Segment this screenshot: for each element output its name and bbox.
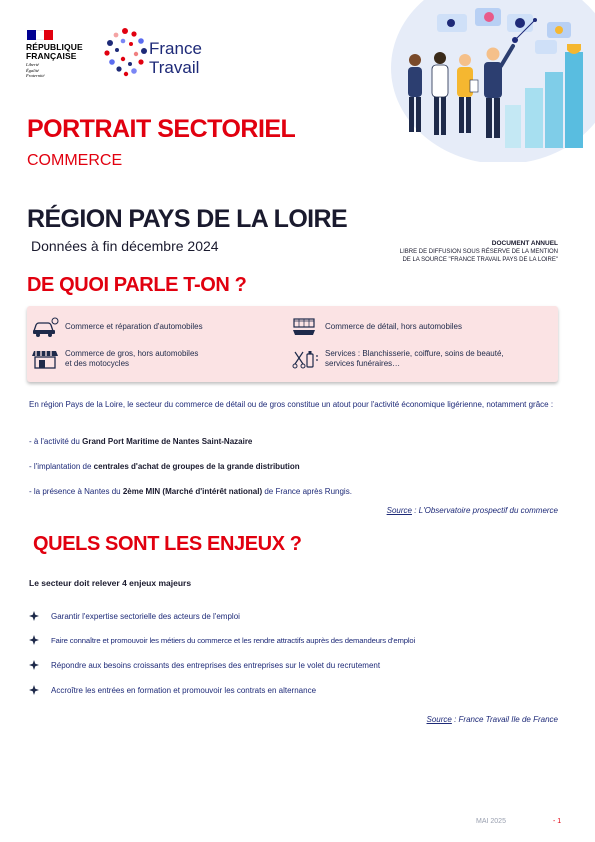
- point-bold: centrales d'achat de groupes de la grande distribution: [93, 462, 300, 471]
- notice-line-2: LIBRE DE DIFFUSION SOUS RÉSERVE DE LA MENTION: [399, 249, 558, 255]
- section-heading-quoi: DE QUOI PARLE T-ON ?: [27, 274, 247, 296]
- page-subtitle: COMMERCE: [27, 152, 123, 169]
- motto-liberte: Liberté: [26, 62, 39, 67]
- point-bold: Grand Port Maritime de Nantes Saint-Nazaire: [82, 437, 253, 446]
- enjeu-text: Faire connaître et promouvoir les métiers du commerce et les rendre attractifs auprès des demandeurs d'emploi: [51, 635, 416, 645]
- car-icon: [31, 316, 59, 338]
- point-suffix: de France après Rungis.: [262, 487, 352, 496]
- logo-line-1: France: [149, 39, 202, 58]
- diamond-bullet-icon: [29, 635, 39, 645]
- point-item: [29, 436, 560, 448]
- services-icon: [291, 348, 319, 370]
- page-title: PORTRAIT SECTORIEL: [27, 115, 296, 143]
- source-label: Source: [426, 715, 452, 724]
- point-item: [29, 461, 560, 473]
- enjeu-text: Accroître les entrées en formation et promouvoir les contrats en alternance: [51, 685, 317, 695]
- motto-fraternite: Fraternité: [26, 73, 45, 78]
- page-number: - 1: [553, 818, 562, 825]
- diamond-bullet-icon: [29, 685, 39, 695]
- republique-francaise-logo: [26, 30, 90, 79]
- source-label: Source: [386, 506, 412, 515]
- rf-line-1: RÉPUBLIQUE: [26, 42, 83, 52]
- enjeu-text: Garantir l'expertise sectorielle des acteurs de l'emploi: [51, 611, 240, 621]
- sector-box: [27, 306, 558, 382]
- footer-date: MAI 2025: [476, 818, 506, 825]
- intro-paragraph: En région Pays de la Loire, le secteur du commerce de détail ou de gros constitue un atout pour l'activité économique ligérienne, notamment grâce :: [29, 400, 554, 409]
- enjeux-lead: Le secteur doit relever 4 enjeux majeurs: [29, 578, 192, 588]
- logo-line-2: Travail: [149, 58, 200, 77]
- source-text: : L'Observatoire prospectif du commerce: [411, 506, 558, 515]
- rf-line-2: FRANÇAISE: [26, 51, 77, 61]
- list-item: [29, 611, 240, 621]
- point-item: [29, 486, 560, 498]
- cart-icon: [291, 316, 319, 338]
- storefront-icon: [31, 348, 59, 370]
- france-travail-logo: [103, 26, 233, 78]
- sector-label: Commerce et réparation d'automobiles: [65, 322, 203, 331]
- point-prefix: - l'implantation de: [29, 462, 94, 471]
- sector-label: Commerce de détail, hors automobiles: [325, 322, 462, 331]
- point-prefix: - à l'activité du: [29, 437, 83, 446]
- sector-label: Services : Blanchisserie, coiffure, soins de beauté, services funéraires…: [325, 349, 504, 368]
- source-text: : France Travail Ile de France: [451, 715, 558, 724]
- point-bold: 2ème MIN (Marché d'intérêt national): [122, 487, 263, 496]
- list-item: [29, 660, 380, 670]
- list-item: [29, 635, 415, 645]
- section-heading-enjeux: QUELS SONT LES ENJEUX ?: [33, 533, 302, 555]
- sector-item-auto: [31, 316, 203, 338]
- sector-item-services: [291, 348, 504, 370]
- diamond-bullet-icon: [29, 611, 39, 621]
- source-note-2: [427, 715, 558, 724]
- sector-item-gros: [31, 348, 198, 370]
- rf-motto: [26, 62, 90, 79]
- notice-line-3: DE LA SOURCE "FRANCE TRAVAIL PAYS DE LA LOIRE": [402, 257, 558, 263]
- marianne-flag-icon: [27, 30, 53, 40]
- sector-item-detail: [291, 316, 462, 338]
- sector-label: Commerce de gros, hors automobiles et des motocycles: [65, 349, 199, 368]
- list-item: [29, 685, 316, 695]
- date-line: Données à fin décembre 2024: [31, 238, 219, 254]
- point-prefix: - la présence à Nantes du: [29, 487, 123, 496]
- france-travail-dots-icon: [103, 26, 149, 78]
- motto-egalite: Égalité: [26, 67, 39, 73]
- diamond-bullet-icon: [29, 660, 39, 670]
- document-notice: [400, 240, 558, 264]
- source-note-1: [387, 506, 558, 515]
- region-title: RÉGION PAYS DE LA LOIRE: [27, 205, 348, 233]
- notice-line-1: DOCUMENT ANNUEL: [491, 240, 558, 247]
- enjeu-text: Répondre aux besoins croissants des entreprises des entreprises sur le volet du recrutement: [51, 660, 381, 670]
- team-illustration-icon: [385, 0, 595, 162]
